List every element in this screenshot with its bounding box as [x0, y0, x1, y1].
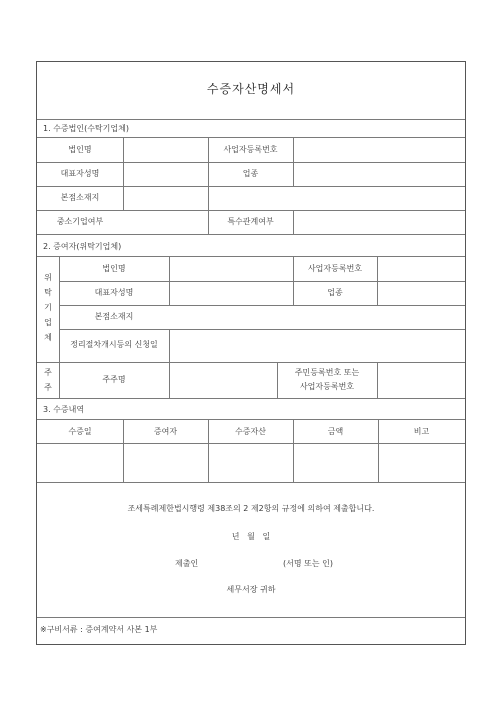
col-sec1-d	[293, 210, 294, 234]
rule-sec1-row2	[37, 186, 465, 187]
sec1-corp-name-label: 법인명	[68, 145, 92, 154]
col-sec1-a	[123, 137, 124, 210]
sec1-business-type-label: 업종	[242, 169, 259, 178]
rule-sec2-row4	[37, 362, 465, 363]
section3-heading: 3. 수증내역	[43, 405, 85, 414]
rule-sec3-data	[37, 482, 465, 483]
rule-sec2-row2	[59, 305, 465, 306]
form-frame	[36, 61, 466, 645]
rule-declaration	[37, 617, 465, 618]
col-sec1-c	[293, 137, 294, 186]
sec2-hq-address-label: 본점소재지	[94, 312, 134, 321]
col-sec2-c	[377, 256, 378, 305]
rule-title-bottom	[37, 119, 465, 120]
sec3-col-amount: 금액	[327, 427, 344, 436]
section2-heading: 2. 증여자(위탁기업체)	[43, 242, 122, 251]
sec3-col-receipt-date: 수증일	[68, 427, 92, 436]
rule-sec2-row1	[59, 281, 465, 282]
sec2-side-label: 위 탁 기 업 체	[44, 273, 52, 342]
sec1-sme-status-label: 중소기업여부	[56, 217, 104, 226]
sec2-biz-reg-label: 사업자등록번호	[307, 264, 363, 273]
sec1-biz-reg-label: 사업자등록번호	[223, 145, 278, 154]
rule-sec1-heading	[37, 137, 465, 138]
sec2-id-no-label-1: 주민등록번호 또는	[294, 368, 360, 377]
col-sec2-a3	[169, 362, 170, 398]
rule-sec1-row4	[37, 234, 465, 235]
sec1-special-relation-label: 특수관계여부	[227, 217, 274, 226]
sec1-hq-address-label: 본점소재지	[60, 193, 100, 202]
rule-sec3-heading	[37, 419, 465, 420]
section1-heading: 1. 수증법인(수탁기업체)	[43, 124, 129, 133]
rule-sec1-row3	[37, 210, 465, 211]
declaration-submitter-label: 제출인	[175, 559, 199, 568]
sec2-shareholder-side-label: 주 주	[44, 368, 52, 392]
rule-sec2-row3	[59, 329, 465, 330]
col-sec2-e	[377, 362, 378, 398]
rule-sec2-row5	[37, 398, 465, 399]
sec2-corp-name-label: 법인명	[102, 264, 126, 273]
col-sec2-a2	[169, 329, 170, 362]
sec3-col-donor: 증여자	[153, 427, 178, 436]
declaration-signature-label: (서명 또는 인)	[283, 559, 333, 568]
required-documents-note: ※구비서류 : 증여계약서 사본 1부	[40, 625, 158, 634]
declaration-addressee: 세무서장 귀하	[226, 585, 276, 594]
declaration-statement: 조세특례제한법시행령 제38조의 2 제2항의 규정에 의하여 제출합니다.	[127, 504, 375, 513]
sec2-representative-label: 대표자성명	[94, 288, 134, 297]
rule-sec2-heading	[37, 256, 465, 257]
sec3-col-received-asset: 수증자산	[235, 427, 266, 436]
rule-sec1-row1	[37, 162, 465, 163]
sec2-shareholder-name-label: 주주명	[102, 375, 126, 384]
rule-sec3-header	[37, 443, 465, 444]
sec2-business-type-label: 업종	[327, 288, 343, 297]
form-title: 수증자산명세서	[206, 82, 296, 96]
col-sec2-a	[169, 256, 170, 305]
sec3-col-remarks: 비고	[413, 427, 430, 436]
declaration-date-line: 년 월 일	[231, 532, 271, 541]
sec2-id-no-label-2: 사업자등록번호	[299, 382, 355, 391]
sec1-representative-label: 대표자성명	[60, 169, 100, 178]
sec2-procedure-date-label: 정리절차개시등의 신청일	[70, 340, 158, 349]
